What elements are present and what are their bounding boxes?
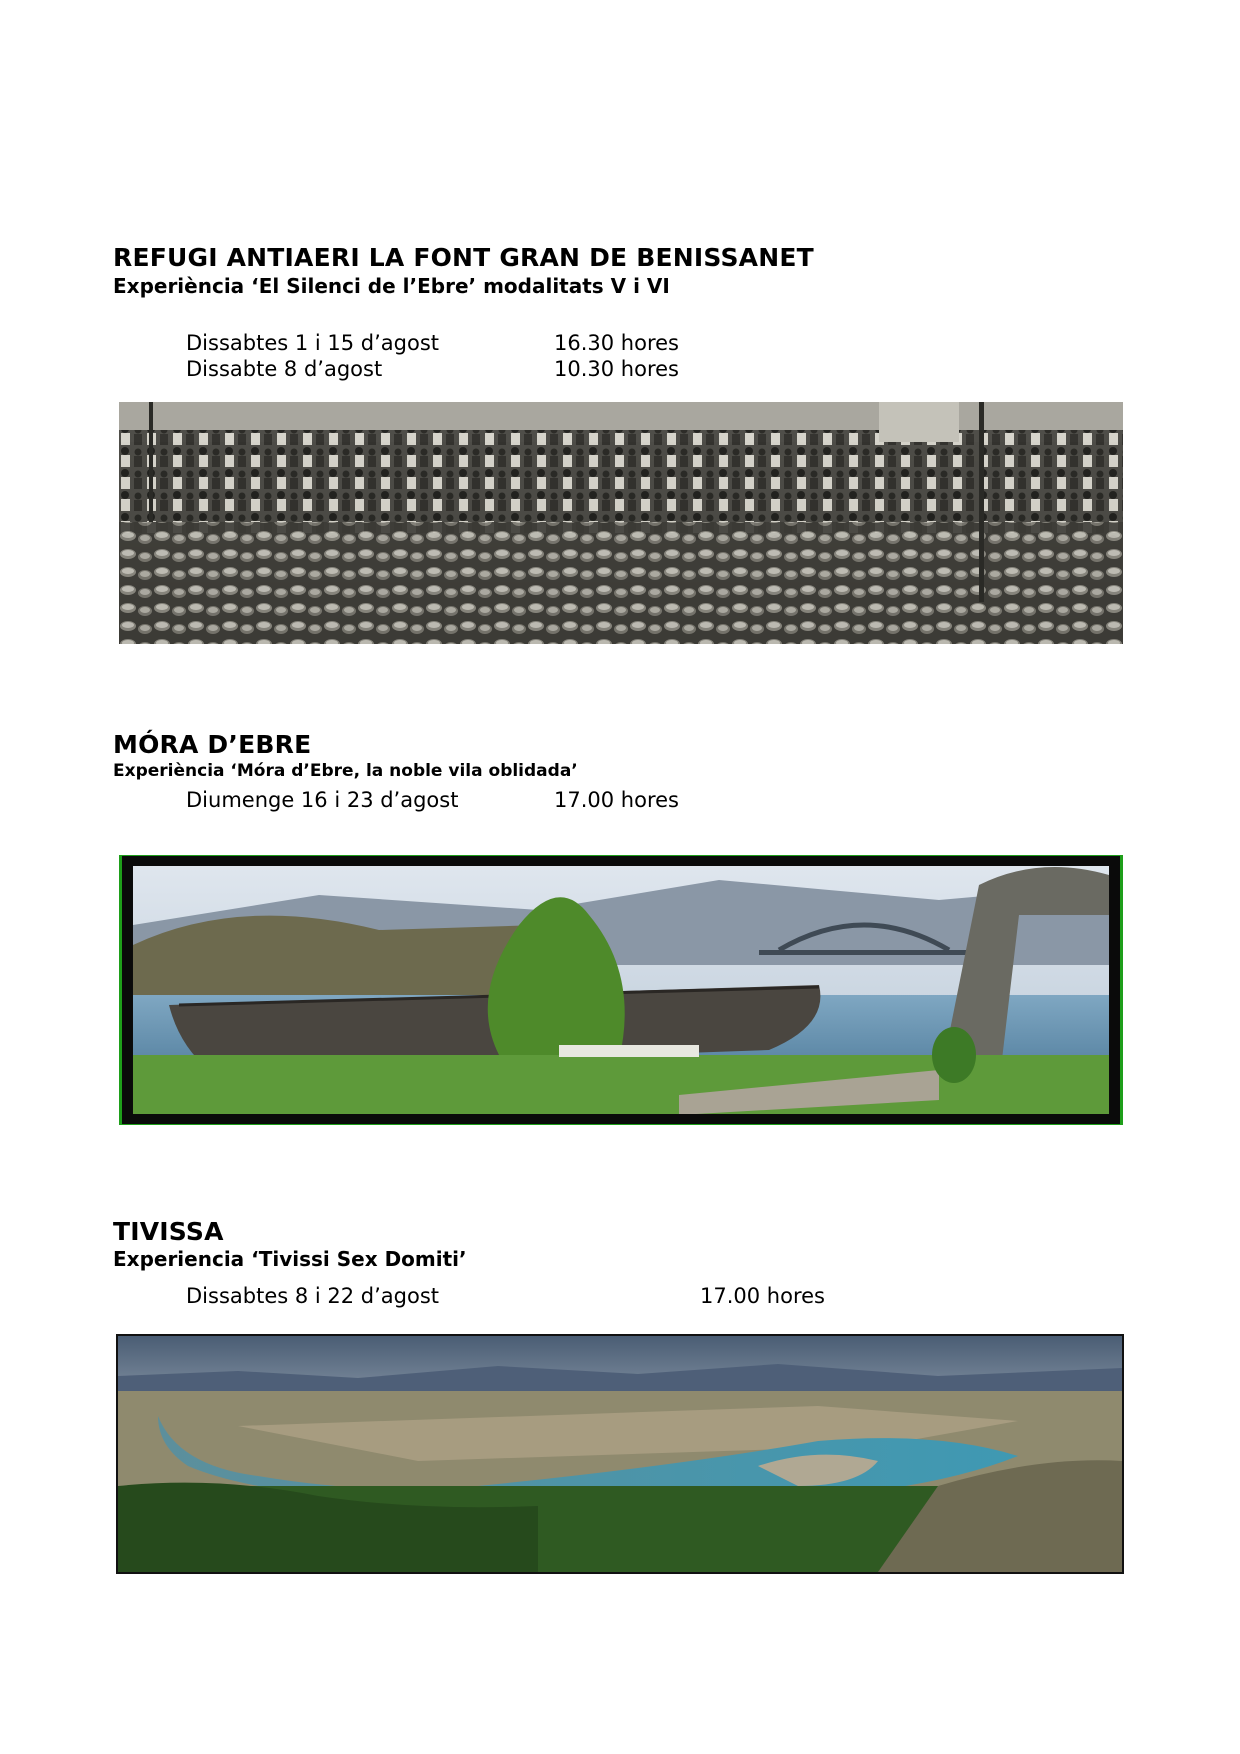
tivissa-landscape-photo: [116, 1334, 1124, 1574]
historic-market-photo: [119, 402, 1123, 644]
section-title-mora: MÓRA D’EBRE: [113, 730, 312, 759]
section-subtitle-tivissa: Experiencia ‘Tivissi Sex Domiti’: [113, 1247, 467, 1271]
mora-river-photo: [119, 855, 1123, 1125]
schedule-time: 17.00 hores: [700, 1284, 825, 1308]
section-subtitle-benissanet: Experiència ‘El Silenci de l’Ebre’ modalitats V i VI: [113, 274, 670, 298]
schedule-time: 16.30 hores: [554, 331, 679, 355]
schedule-time: 17.00 hores: [554, 788, 679, 812]
section-title-benissanet: REFUGI ANTIAERI LA FONT GRAN DE BENISSANET: [113, 243, 814, 272]
schedule-day: Dissabtes 1 i 15 d’agost: [186, 331, 440, 355]
schedule-time: 10.30 hores: [554, 357, 679, 381]
schedule-day: Dissabtes 8 i 22 d’agost: [186, 1284, 440, 1308]
schedule-day: Dissabte 8 d’agost: [186, 357, 383, 381]
schedule-day: Diumenge 16 i 23 d’agost: [186, 788, 459, 812]
section-title-tivissa: TIVISSA: [113, 1217, 224, 1246]
section-subtitle-mora: Experiència ‘Móra d’Ebre, la noble vila oblidada’: [113, 761, 578, 781]
